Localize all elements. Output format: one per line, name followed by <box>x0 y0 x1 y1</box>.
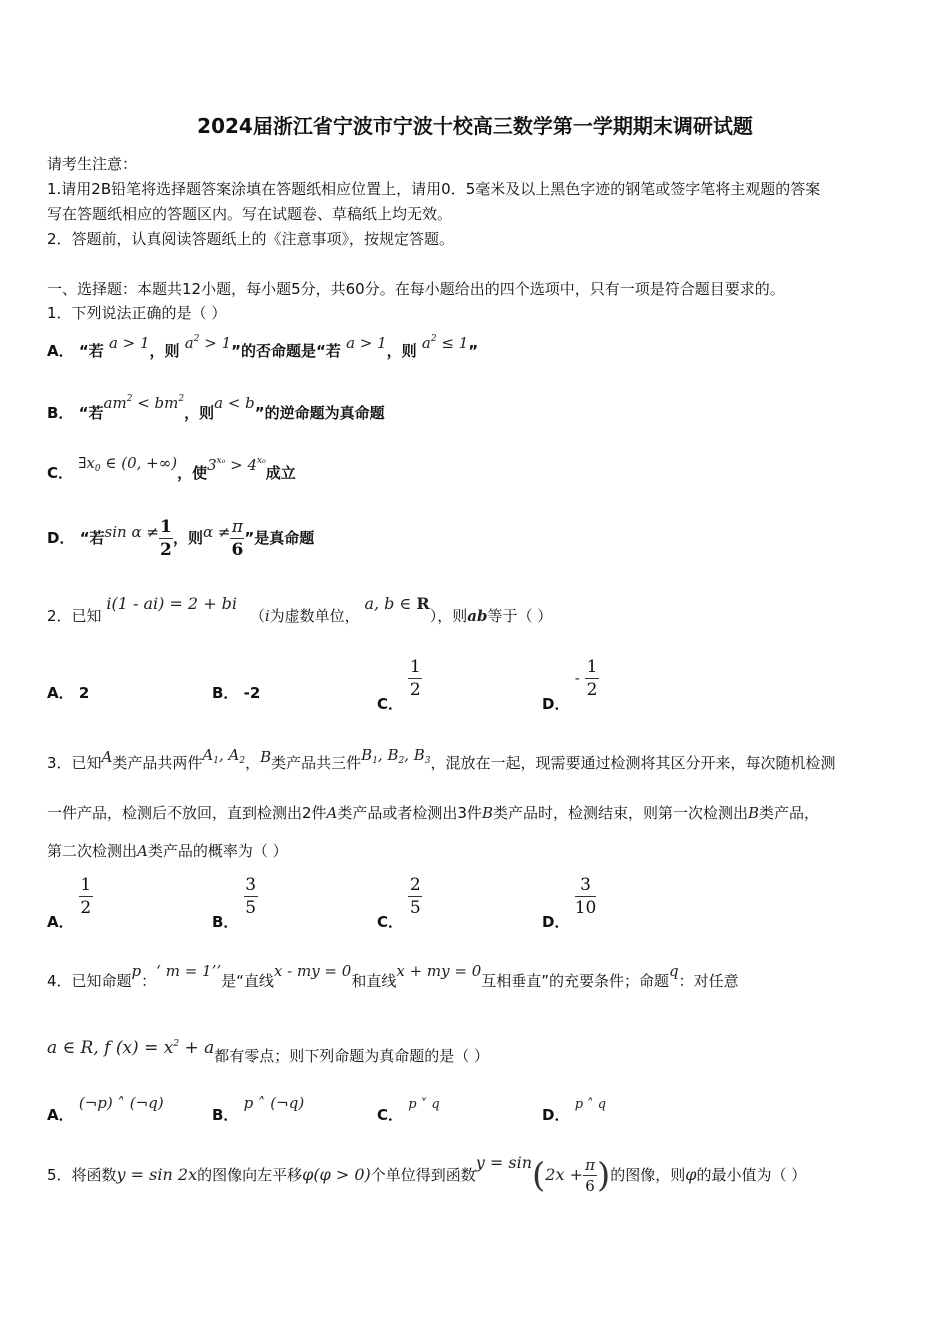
math: i(1 - ai) = 2 + bi <box>106 594 238 613</box>
text: “若 <box>78 342 104 360</box>
q3-line-1 <box>47 746 836 774</box>
q3-option-c[interactable] <box>377 874 422 931</box>
text: 个单位得到函数 <box>370 1166 476 1184</box>
text: ，则 <box>386 342 417 360</box>
math: $a^2 > 1$ <box>184 334 232 352</box>
text: 等于（ ） <box>487 607 553 625</box>
math: y = sin 2x <box>116 1165 198 1184</box>
math: A <box>326 804 338 822</box>
q4-stem-line-2 <box>47 1038 490 1066</box>
q1-option-c[interactable] <box>47 454 296 484</box>
option-label: A． <box>47 913 74 931</box>
text: 的图像，则 <box>610 1166 686 1184</box>
section-heading: 一、选择题：本题共12小题，每小题5分，共60分。在每小题给出的四个选项中，只有一项是符合题目要求的。 <box>47 280 785 298</box>
text: 3．已知 <box>47 754 102 772</box>
math: $am^2 < bm^2$ <box>103 394 185 412</box>
math: sin α ≠ <box>104 523 159 541</box>
option-label: D． <box>47 529 75 547</box>
math: B <box>747 804 760 822</box>
q3-line-2 <box>47 802 819 823</box>
text: 类产品共两件 <box>112 754 203 772</box>
q3-option-b[interactable] <box>212 874 258 931</box>
text: ”是真命题 <box>244 529 315 547</box>
option-label: B． <box>47 404 74 422</box>
text: 类产品的概率为（ ） <box>147 842 288 860</box>
math: a > 1 <box>346 334 387 352</box>
text: ，使 <box>177 464 208 482</box>
text: 2．已知 <box>47 607 102 625</box>
math: p ˄ (¬q) <box>243 1094 305 1112</box>
option-label: A． <box>47 342 74 360</box>
text: ，则 <box>172 529 203 547</box>
q2-stem <box>47 594 553 626</box>
text: 成立 <box>265 464 296 482</box>
q1-stem: 1．下列说法正确的是（ ） <box>47 304 227 322</box>
option-value: -2 <box>243 684 261 702</box>
q3-option-d[interactable] <box>542 874 597 931</box>
text: ，则 <box>149 342 180 360</box>
math: $A_1$, $A_2$ <box>202 746 246 766</box>
fraction: $\frac{\pi}{6}$ <box>583 1155 597 1196</box>
text: ： <box>141 972 157 990</box>
math: $B_1$, $B_2$, $B_3$ <box>361 746 431 766</box>
text: 为虚数单位， <box>269 607 360 625</box>
q2-option-c[interactable] <box>377 656 422 713</box>
text: 是“直线 <box>221 972 274 990</box>
q3-line-3 <box>47 840 288 861</box>
math: A <box>101 748 113 766</box>
notice-line-1: 1.请用2B铅笔将选择题答案涂填在答题纸相应位置上，请用0．5毫米及以上黑色字迹的钢笔或签字笔将主观题的答案 <box>47 180 821 198</box>
text: 4．已知命题 <box>47 972 132 990</box>
text: 第二次检测出 <box>47 842 138 860</box>
notice-heading: 请考生注意： <box>47 155 138 173</box>
math: a ∈ R, f $(x) = x^2 + a$ <box>47 1038 215 1058</box>
text: （ <box>249 607 265 625</box>
text: ，则 <box>184 404 215 422</box>
math: $\exists x_0$ ∈ (0, +∞) <box>78 454 178 474</box>
q1-option-d[interactable] <box>47 516 314 561</box>
fraction: $\frac{1}{2}$ <box>160 517 172 560</box>
text: 互相垂直”的充要条件；命题 <box>481 972 670 990</box>
fraction: $\frac{\pi}{6}$ <box>231 517 244 560</box>
q4-option-a[interactable] <box>47 1094 164 1125</box>
text: 类产品共三件 <box>271 754 362 772</box>
text: ， <box>245 754 261 772</box>
math: B <box>481 804 493 822</box>
text: 的最小值为（ ） <box>696 1166 807 1184</box>
option-label: C． <box>47 464 74 482</box>
math: i <box>264 607 270 625</box>
math: q <box>669 962 679 980</box>
option-label: B． <box>212 684 239 702</box>
text: ”的逆命题为真命题 <box>254 404 385 422</box>
option-label: C． <box>377 913 404 931</box>
math: x - my = 0 <box>273 962 352 980</box>
math: φ(φ > 0) <box>302 1165 371 1184</box>
option-label: C． <box>377 1106 404 1124</box>
text: 类产品时，检测结束，则第一次检测出 <box>492 804 748 822</box>
q4-option-b[interactable] <box>212 1094 305 1125</box>
text: ，混放在一起，现需要通过检测将其区分开来，每次随机检测 <box>430 754 836 772</box>
q1-option-b[interactable] <box>47 394 385 423</box>
math: p <box>131 962 142 980</box>
option-label: B． <box>212 1106 239 1124</box>
text: ），则 <box>429 607 468 625</box>
q4-stem-line-1 <box>47 962 739 991</box>
option-label: A． <box>47 1106 74 1124</box>
math: ‘ m = 1’’ <box>156 962 222 980</box>
q3-option-a[interactable] <box>47 874 93 931</box>
text: 都有零点；则下列命题为真命题的是（ ） <box>214 1047 490 1065</box>
math: $3^{x_0} > 4^{x_0}$ <box>207 456 266 474</box>
option-label: A． <box>47 684 74 702</box>
notice-line-1b: 写在答题纸相应的答题区内。写在试题卷、草稿纸上均无效。 <box>47 205 453 223</box>
math: ab <box>467 607 488 625</box>
fraction: $\frac{1}{2}$ <box>586 657 598 700</box>
q4-option-d[interactable] <box>542 1097 607 1125</box>
math: p ˅ q <box>408 1097 440 1112</box>
q4-option-c[interactable] <box>377 1097 440 1125</box>
right-paren: ) <box>597 1155 611 1196</box>
math: y = sin <box>475 1153 533 1172</box>
text: 一件产品，检测后不放回，直到检测出2件 <box>47 804 327 822</box>
page-title: 2024届浙江省宁波市宁波十校高三数学第一学期期末调研试题 <box>197 114 753 138</box>
text: 的图像向左平移 <box>197 1166 303 1184</box>
q2-option-a[interactable] <box>47 682 89 703</box>
option-label: C． <box>377 695 404 713</box>
text: ：对任意 <box>678 972 739 990</box>
q5-stem <box>47 1150 806 1201</box>
q2-option-d[interactable] <box>542 656 599 713</box>
fraction: $\frac{3}{10}$ <box>574 875 597 918</box>
option-label: B． <box>212 913 239 931</box>
sign: - <box>574 669 580 687</box>
math: B <box>260 748 272 766</box>
math: α ≠ <box>202 523 231 541</box>
fraction: $\frac{2}{5}$ <box>409 875 421 918</box>
text: 5．将函数 <box>47 1166 117 1184</box>
option-label: D． <box>542 1106 570 1124</box>
q1-option-a[interactable] <box>47 334 479 361</box>
text: ”的否命题是“若 <box>231 342 341 360</box>
math: A <box>137 842 148 860</box>
math: a, b ∈ R <box>364 594 430 613</box>
math: x + my = 0 <box>396 962 482 980</box>
math: (¬p) ˄ (¬q) <box>78 1094 164 1112</box>
text: 类产品， <box>759 804 820 822</box>
option-label: D． <box>542 695 570 713</box>
q2-option-b[interactable] <box>212 682 260 703</box>
fraction: $\frac{1}{2}$ <box>409 657 421 700</box>
math: a < b <box>214 394 255 412</box>
text: 类产品或者检测出3件 <box>337 804 482 822</box>
fraction: $\frac{3}{5}$ <box>245 875 257 918</box>
math: 2x + <box>545 1165 583 1184</box>
text: “若 <box>78 404 104 422</box>
option-label: D． <box>542 913 570 931</box>
fraction: $\frac{1}{2}$ <box>80 875 92 918</box>
notice-line-2: 2．答题前，认真阅读答题纸上的《注意事项》，按规定答题。 <box>47 230 455 248</box>
math: φ <box>685 1165 697 1184</box>
text: 和直线 <box>351 972 397 990</box>
option-value: 2 <box>78 684 90 702</box>
math: a > 1 <box>108 334 150 352</box>
text: “若 <box>79 529 105 547</box>
math: $a^2 \le 1$ <box>421 334 469 352</box>
text: ” <box>468 342 479 360</box>
left-paren: ( <box>532 1155 546 1196</box>
math: p ˄ q <box>574 1097 607 1112</box>
